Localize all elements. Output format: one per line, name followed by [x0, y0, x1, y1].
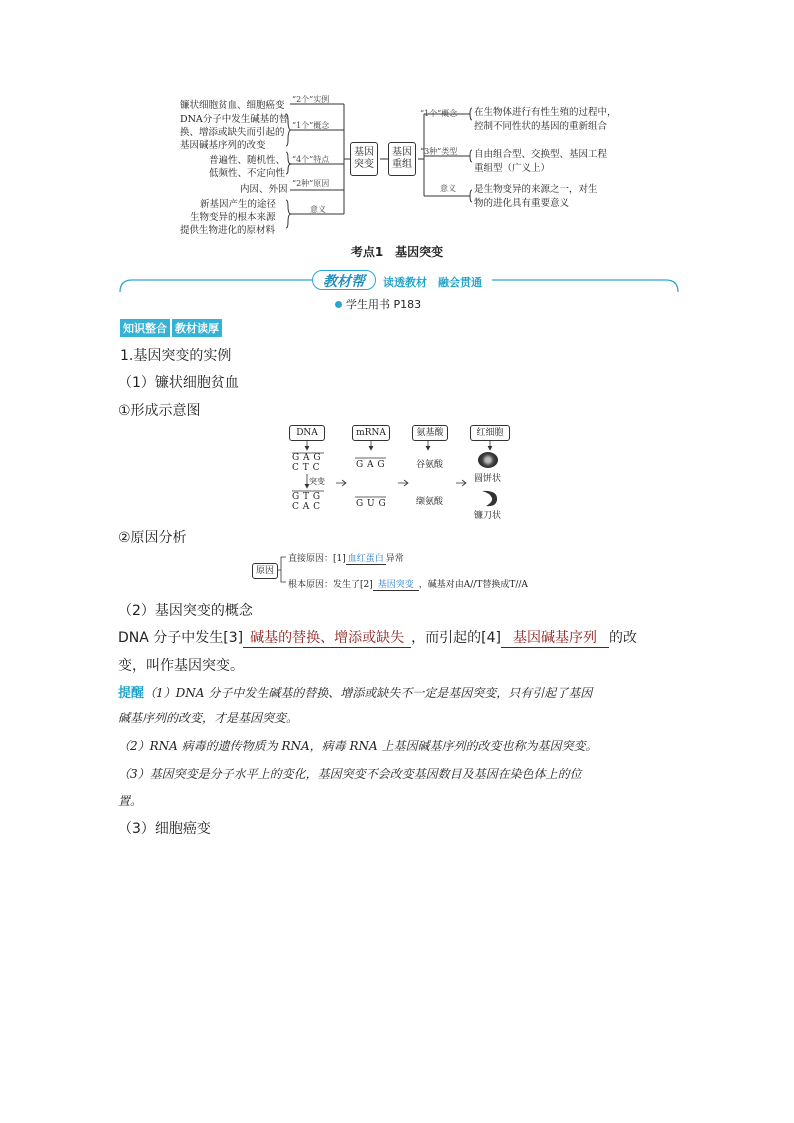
heading-diagram: ①形成示意图 — [118, 403, 201, 419]
section-title: 考点1 基因突变 — [350, 245, 444, 259]
left-row2-text-3: 基因碱基序列的改变 — [180, 140, 266, 151]
concept-answer-4: 基因碱基序列 — [501, 627, 609, 648]
normal-cell-icon — [478, 452, 498, 468]
direct-prefix: 直接原因：[1] — [288, 554, 346, 564]
left-row2-tag: “1个”概念 — [292, 121, 330, 130]
root-suffix: ，碱基对由A//T替换成T//A — [418, 580, 528, 590]
left-row3-tag: “4个”特点 — [292, 155, 330, 164]
tip-3a: （3）基因突变是分子水平上的变化，基因突变不会改变基因数目及基因在染色体上的位 — [118, 767, 582, 781]
sickle-cell-label: 镰刀状 — [474, 511, 502, 521]
cause-box: 原因 — [252, 563, 278, 579]
normal-amino-acid: 谷氨酸 — [416, 460, 444, 470]
knowledge-tags — [120, 319, 222, 337]
tip-3b: 置。 — [118, 794, 143, 808]
heading-concept: （2）基因突变的概念 — [118, 603, 253, 619]
right-row2-text-1: 自由组合型、交换型、基因工程 — [474, 149, 608, 160]
mutant-dna-strand-1: G T G — [292, 492, 321, 502]
left-row5-tag: 意义 — [310, 205, 326, 214]
right-row3-tag: 意义 — [440, 184, 456, 193]
right-row2-text-2: 重组型（广义上） — [474, 163, 551, 174]
right-row3-text-2: 物的进化具有重要意义 — [474, 198, 570, 209]
left-row4-text: 内因、外因 — [240, 184, 288, 195]
root-prefix: 根本原因：发生了[2] — [288, 580, 373, 590]
banner-ref — [335, 296, 421, 312]
banner-ref-text: 学生用书 P183 — [346, 298, 422, 311]
sickle-cell-icon — [478, 488, 500, 508]
gene-recombination-box — [388, 142, 416, 176]
heading-cause: ②原因分析 — [118, 530, 187, 546]
direct-answer: 血红蛋白 — [346, 551, 386, 565]
header-red-blood-cell: 红细胞 — [470, 425, 510, 441]
right-row2-tag: “3种”类型 — [420, 147, 458, 156]
header-mrna: mRNA — [352, 425, 390, 441]
tag-textbook-deep-reading: 教材读厚 — [172, 319, 222, 337]
left-row1-tag: “2个”实例 — [292, 95, 330, 104]
concept-line-1 — [118, 627, 637, 648]
normal-dna-strand-1: G A G — [292, 453, 322, 463]
cause-direct — [288, 551, 404, 565]
tip-1a-text: （1）DNA 分子中发生碱基的替换、增添或缺失不一定是基因突变，只有引起了基因 — [144, 686, 593, 700]
header-dna: DNA — [289, 425, 325, 441]
left-row3-text-2: 低频性、不定向性 — [209, 168, 286, 179]
heading-sickle-cell: （1）镰状细胞贫血 — [118, 375, 239, 391]
banner-logo: 教材帮 — [323, 274, 365, 290]
tip-1b: 碱基序列的改变，才是基因突变。 — [118, 711, 299, 725]
tip-label: 提醒 — [118, 686, 145, 701]
left-row1-text: 镰状细胞贫血、细胞癌变 — [180, 100, 285, 111]
heading-cancer: （3）细胞癌变 — [118, 821, 211, 837]
left-row2-text-2: 换、增添或缺失而引起的 — [180, 127, 285, 138]
root-answer: 基因突变 — [373, 577, 419, 591]
concept-p3: 的改 — [608, 630, 637, 646]
tip-2: （2）RNA 病毒的遗传物质为 RNA，病毒 RNA 上基因碱基序列的改变也称为基因突变。 — [118, 739, 598, 753]
gene-mutation-box — [350, 142, 378, 176]
mutant-mrna: G U G — [356, 499, 387, 509]
direct-suffix: 异常 — [385, 554, 404, 564]
left-row4-tag: “2种”原因 — [292, 179, 330, 188]
left-row3-text-1: 普遍性、随机性、 — [209, 155, 286, 166]
right-row1-text-1: 在生物体进行有性生殖的过程中， — [474, 107, 617, 118]
normal-cell-label: 圆饼状 — [474, 474, 502, 484]
left-row5-text-1: 新基因产生的途径 — [200, 199, 277, 210]
banner-slogan: 读透教材 融会贯通 — [383, 276, 482, 289]
concept-p2: ，而引起的[4] — [411, 630, 501, 646]
normal-dna-strand-2: C T C — [292, 463, 320, 473]
header-amino-acid: 氨基酸 — [412, 425, 448, 441]
tip-1a — [118, 682, 592, 701]
right-row1-tag: “1个”概念 — [420, 109, 458, 118]
gene-mutation-label: 基因突变 — [354, 147, 374, 170]
normal-mrna: G A G — [356, 460, 386, 470]
concept-answer-3: 碱基的替换、增添或缺失 — [243, 627, 411, 648]
concept-p1: DNA 分子中发生[3] — [118, 630, 244, 646]
right-row1-text-2: 控制不同性状的基因的重新组合 — [474, 121, 608, 132]
gene-recombination-label: 基因重组 — [392, 147, 412, 170]
mutant-dna-strand-2: C A C — [292, 502, 321, 512]
left-row2-text-1: DNA分子中发生碱基的替 — [180, 114, 289, 125]
mutation-label: 突变 — [309, 477, 325, 486]
cause-root — [288, 577, 528, 591]
concept-line-2: 变，叫作基因突变。 — [118, 658, 244, 674]
right-row3-text-1: 是生物变异的来源之一，对生 — [474, 184, 598, 195]
heading-1: 1.基因突变的实例 — [120, 348, 232, 364]
left-row5-text-2: 生物变异的根本来源 — [190, 212, 276, 223]
tag-knowledge-integration: 知识整合 — [120, 319, 170, 337]
left-row5-text-3: 提供生物进化的原材料 — [180, 225, 276, 236]
bullet-icon — [335, 301, 342, 308]
mutant-amino-acid: 缬氨酸 — [416, 497, 444, 507]
